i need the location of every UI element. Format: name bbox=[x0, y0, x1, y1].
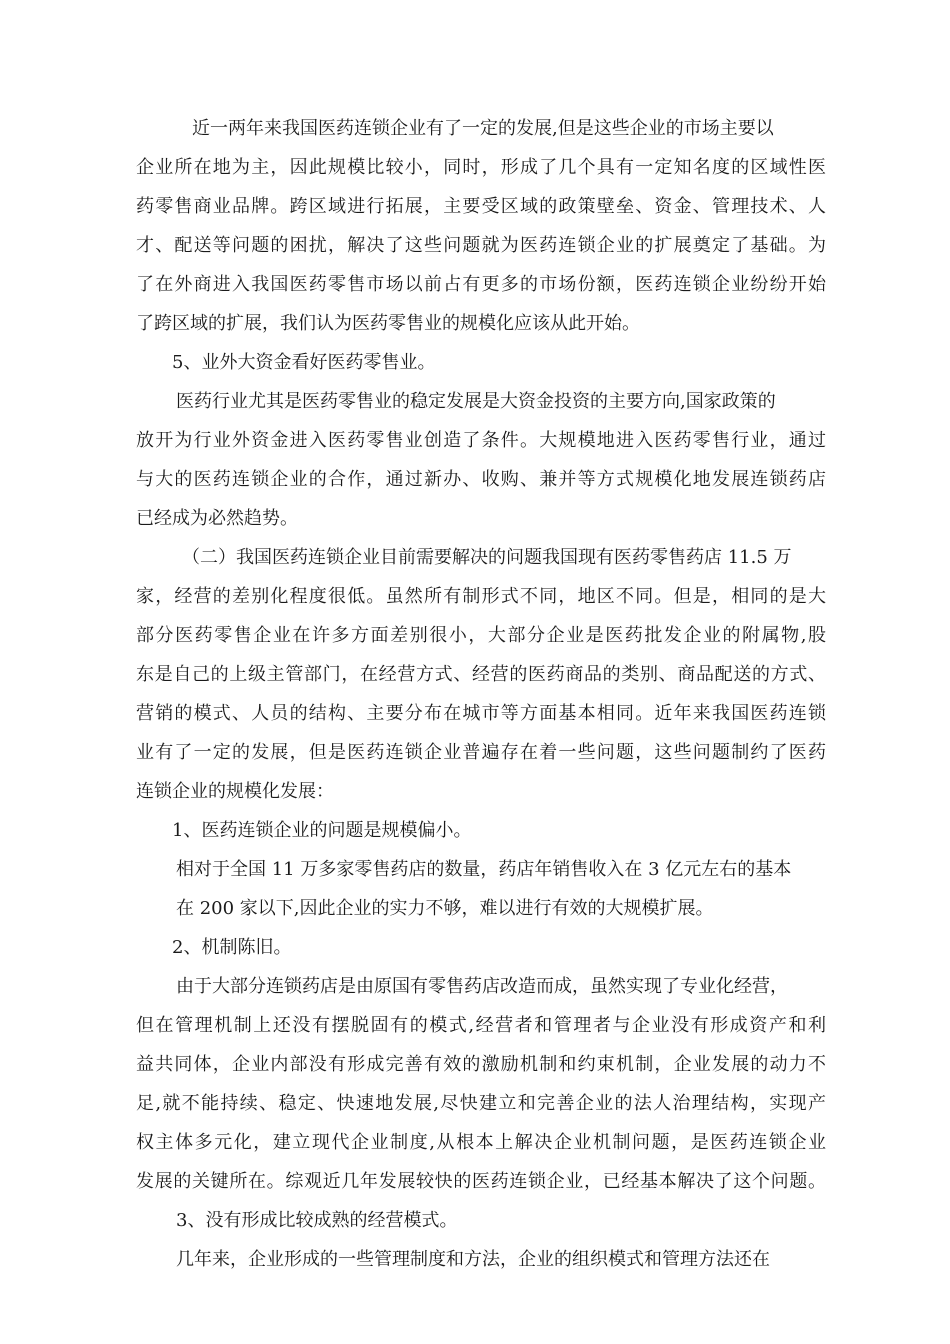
text-line: 放开为行业外资金进入医药零售业创造了条件。大规模地进入医药零售行业，通过 bbox=[136, 430, 826, 451]
text-line: 营销的模式、人员的结构、主要分布在城市等方面基本相同。近年来我国医药连锁 bbox=[136, 703, 826, 724]
text-line: 5、业外大资金看好医药零售业。 bbox=[172, 352, 436, 373]
body-text bbox=[136, 109, 826, 1279]
text-line: 了在外商进入我国医药零售市场以前占有更多的市场份额，医药连锁企业纷纷开始 bbox=[136, 274, 826, 295]
text-line: 权主体多元化，建立现代企业制度,从根本上解决企业机制问题，是医药连锁企业 bbox=[136, 1132, 826, 1153]
text-line: 足,就不能持续、稳定、快速地发展,尽快建立和完善企业的法人治理结构，实现产 bbox=[136, 1093, 826, 1114]
text-line: 家，经营的差别化程度很低。虽然所有制形式不同，地区不同。但是，相同的是大 bbox=[136, 586, 826, 607]
text-line: 但在管理机制上还没有摆脱固有的模式,经营者和管理者与企业没有形成资产和利 bbox=[136, 1015, 826, 1036]
text-line: 近一两年来我国医药连锁企业有了一定的发展,但是这些企业的市场主要以 bbox=[192, 118, 774, 139]
text-line: 几年来，企业形成的一些管理制度和方法，企业的组织模式和管理方法还在 bbox=[176, 1249, 770, 1270]
text-line: 发展的关键所在。综观近几年发展较快的医药连锁企业，已经基本解决了这个问题。 bbox=[136, 1171, 826, 1192]
text-line: 东是自己的上级主管部门，在经营方式、经营的医药商品的类别、商品配送的方式、 bbox=[136, 664, 826, 685]
text-line: 由于大部分连锁药店是由原国有零售药店改造而成，虽然实现了专业化经营， bbox=[176, 976, 788, 997]
text-line: 1、医药连锁企业的问题是规模偏小。 bbox=[172, 820, 472, 841]
text-line: 企业所在地为主，因此规模比较小，同时，形成了几个具有一定知名度的区域性医 bbox=[136, 157, 826, 178]
text-line: 相对于全国 11 万多家零售药店的数量，药店年销售收入在 3 亿元左右的基本 bbox=[176, 859, 792, 880]
text-line: 在 200 家以下,因此企业的实力不够，难以进行有效的大规模扩展。 bbox=[176, 898, 714, 919]
text-line: 已经成为必然趋势。 bbox=[136, 508, 298, 529]
text-line: （二）我国医药连锁企业目前需要解决的问题我国现有医药零售药店 11.5 万 bbox=[182, 547, 792, 568]
text-line: 医药行业尤其是医药零售业的稳定发展是大资金投资的主要方向,国家政策的 bbox=[176, 391, 776, 412]
text-line: 连锁企业的规模化发展： bbox=[136, 781, 334, 802]
text-line: 与大的医药连锁企业的合作，通过新办、收购、兼并等方式规模化地发展连锁药店 bbox=[136, 469, 826, 490]
text-line: 才、配送等问题的困扰，解决了这些问题就为医药连锁企业的扩展奠定了基础。为 bbox=[136, 235, 826, 256]
text-line: 部分医药零售企业在许多方面差别很小，大部分企业是医药批发企业的附属物,股 bbox=[136, 625, 826, 646]
text-line: 了跨区域的扩展，我们认为医药零售业的规模化应该从此开始。 bbox=[136, 313, 640, 334]
text-line: 药零售商业品牌。跨区域进行拓展，主要受区域的政策壁垒、资金、管理技术、人 bbox=[136, 196, 826, 217]
text-line: 3、没有形成比较成熟的经营模式。 bbox=[176, 1210, 458, 1231]
text-line: 业有了一定的发展，但是医药连锁企业普遍存在着一些问题，这些问题制约了医药 bbox=[136, 742, 826, 763]
text-line: 益共同体，企业内部没有形成完善有效的激励机制和约束机制，企业发展的动力不 bbox=[136, 1054, 826, 1075]
text-line: 2、机制陈旧。 bbox=[172, 937, 292, 958]
